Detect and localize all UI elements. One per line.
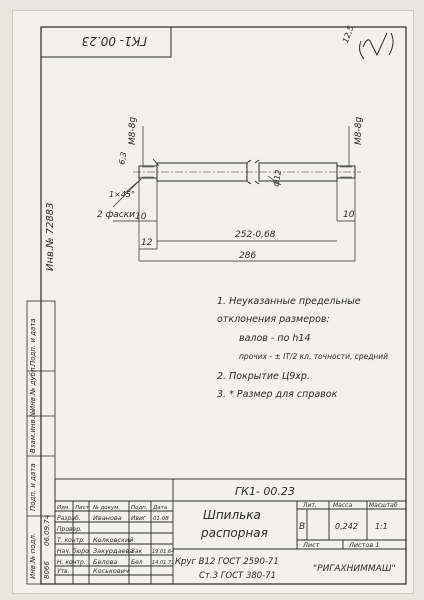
row-role: Провер. [57,526,82,533]
roughness-symbol [341,24,393,59]
left-offset-label: 12 [141,238,153,248]
side-value-2: 06.09.74 [43,514,51,546]
row-role: Нач. бюро [57,548,89,555]
note-line-5: 2. Покрытие Ц9хр. [217,371,310,382]
row-name: Колковский [93,536,134,544]
lit-value: В [299,522,306,532]
right-length-label: 10 [343,210,355,220]
row-sign: Бел [131,559,143,566]
col-sign: Подп. [131,505,148,511]
col-date: Дата [153,505,168,511]
diameter-label: ф12 [271,168,284,188]
drawing-sheet [12,10,414,594]
row-date: 14.01.71 [152,560,175,566]
note-line-4: прочих - ± IT/2 кл. точности, средний [239,352,389,361]
side-label-2: Инв.№ дубл. [29,365,37,411]
note-line-2: отклонения размеров: [217,314,330,325]
sheet-label: Лист [303,541,320,549]
col-list: Лист [75,505,89,511]
side-value-1: 8066 [43,561,51,579]
row-role: Разраб. [57,515,81,522]
row-sign: Ивиг [131,515,147,522]
inventory-signature: Инв.№ 72883 [45,202,56,271]
row-date: 01.08 [153,516,169,522]
chamfer-note-label: 2 фаски [97,210,136,220]
scale-value: 1:1 [375,522,388,531]
company-name: "РИГАХНИММАШ" [313,564,396,574]
row-role: Т. контр. [57,537,85,544]
row-name: Иванова [93,514,122,522]
row-name: Закурдаева [93,547,134,555]
title-doc-code: ГК1- 00.23 [235,485,295,498]
col-izm: Изм. [57,505,70,511]
row-role: Н. контр. [57,559,86,566]
side-label-4: Подп. и дата [29,463,37,511]
note-line-1: 1. Неуказанные предельные [217,296,361,307]
lit-label: Лит. [303,502,317,509]
mid-length-label: 252-0,68 [235,230,276,240]
row-name: Белова [93,558,118,566]
part-name-line-2: распорная [201,526,268,540]
thread-right-label: М8-8g [354,116,364,145]
chamfer-angle-label: 1×45° [109,190,135,199]
mass-label: Масса [333,502,353,509]
scale-label: Масштаб [369,502,398,509]
note-line-6: 3. * Размер для справок [217,389,338,400]
drawing-canvas [13,11,413,593]
top-stamp-text: ГК1- 00.23 [81,34,147,48]
svg-text:12,5: 12,5 [340,24,356,45]
side-label-3: Взам.инв.№ [29,409,37,453]
col-doc: № докум. [93,505,121,511]
part-name-line-1: Шпилька [203,508,261,522]
row-date: 19.01.64 [152,549,175,555]
side-label-1: Подп. и дата [29,318,37,366]
note-line-3: валов - по h14 [239,333,311,344]
side-label-5: Инв.№ подл. [29,532,37,579]
thread-left-label: М8-8g [128,116,138,145]
sheets-count-label: Листов 1 [349,541,380,549]
total-length-label: 286 [239,251,257,261]
shaft-drawing [133,160,361,184]
row-role: Утв. [57,568,70,575]
technical-notes [217,296,388,400]
signature-rows [57,514,174,575]
row-sign: Зак [131,548,143,555]
material-line-2: Ст.3 ГОСТ 380-71 [199,571,277,581]
left-length-label: 10 [135,212,147,222]
material-line-1: Круг В12 ГОСТ 2590-71 [175,557,279,567]
row-name: Коськович [93,567,129,575]
mass-value: 0,242 [335,522,358,531]
chamfer-dim-label: 6,3 [117,151,129,166]
